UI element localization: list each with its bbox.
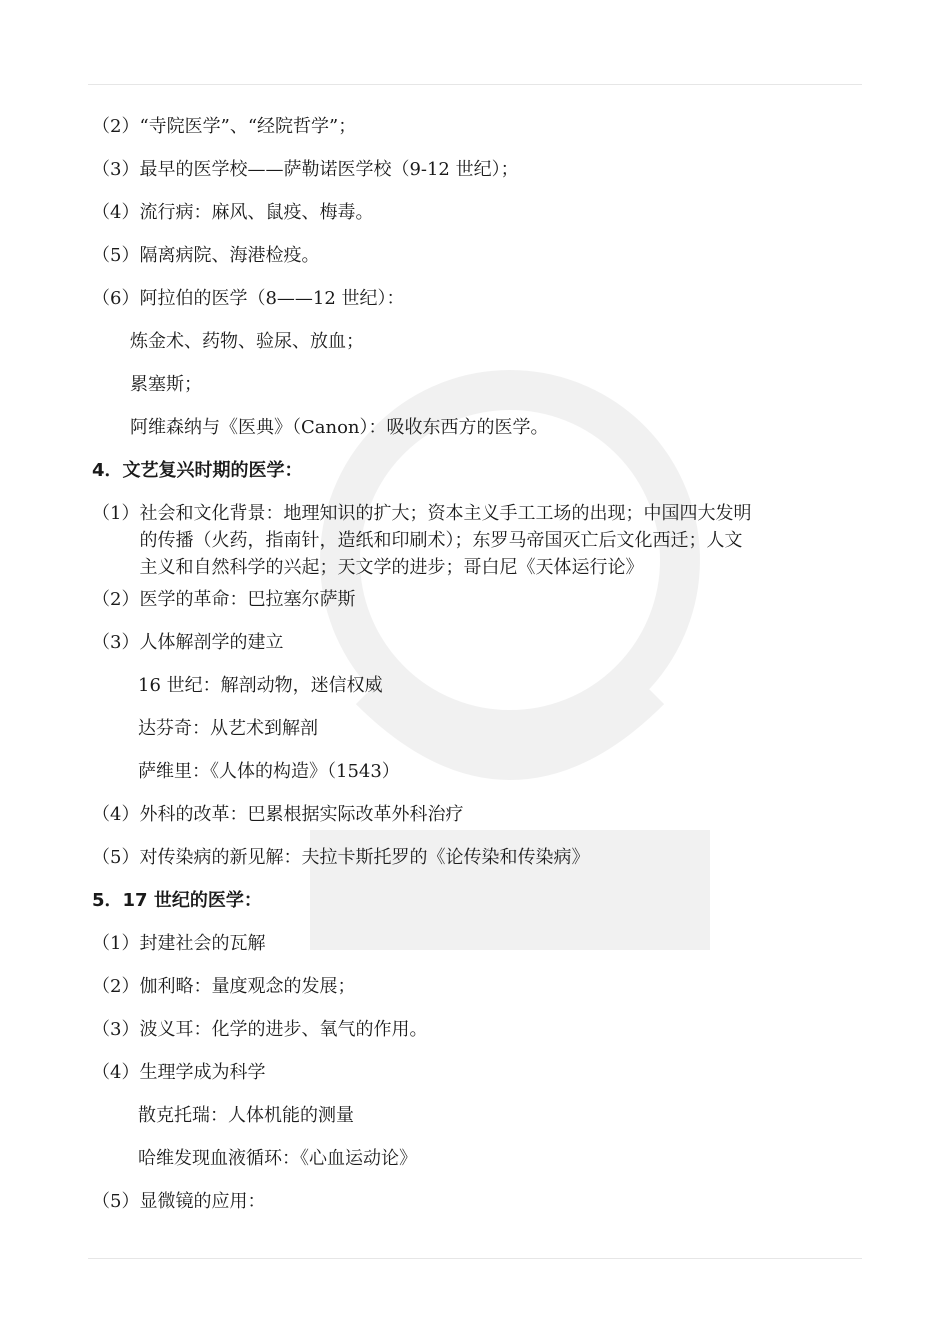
- list-item: （5）隔离病院、海港检疫。: [92, 245, 320, 266]
- list-item: （4）生理学成为科学: [92, 1062, 266, 1083]
- sub-item: 萨维里：《人体的构造》（1543）: [138, 761, 400, 782]
- list-item: （2）伽利略：量度观念的发展；: [92, 976, 356, 997]
- sub-item: 16 世纪：解剖动物，迷信权威: [138, 675, 383, 696]
- sub-item: 累塞斯；: [130, 374, 202, 395]
- list-item: （4）外科的改革：巴累根据实际改革外科治疗: [92, 804, 464, 825]
- list-item: （5）对传染病的新见解：夫拉卡斯托罗的《论传染和传染病》: [92, 847, 590, 868]
- sub-item: 达芬奇：从艺术到解剖: [138, 718, 318, 739]
- list-item: （2）医学的革命：巴拉塞尔萨斯: [92, 589, 356, 610]
- list-item: （4）流行病：麻风、鼠疫、梅毒。: [92, 202, 374, 223]
- sub-item: 阿维森纳与《医典》（Canon）：吸收东西方的医学。: [130, 417, 549, 438]
- header-rule: [88, 84, 862, 85]
- section-heading: 5．17 世纪的医学：: [92, 890, 262, 911]
- sub-item: 散克托瑞：人体机能的测量: [138, 1105, 354, 1126]
- document-body: [92, 113, 852, 1231]
- list-item: （2）“寺院医学”、“经院哲学”；: [92, 116, 357, 137]
- item-text-line: 主义和自然科学的兴起；天文学的进步；哥白尼《天体运行论》: [139, 557, 644, 578]
- footer-rule: [88, 1258, 862, 1259]
- list-item: （5）显微镜的应用：: [92, 1191, 266, 1212]
- item-text-line: 社会和文化背景：地理知识的扩大；资本主义手工工场的出现；中国四大发明: [139, 503, 752, 524]
- list-item: （3）人体解剖学的建立: [92, 632, 284, 653]
- list-item: （1）封建社会的瓦解: [92, 933, 266, 954]
- list-item: （3）波义耳：化学的进步、氧气的作用。: [92, 1019, 428, 1040]
- sub-item: 炼金术、药物、验尿、放血；: [130, 331, 364, 352]
- list-item-multiline: [92, 500, 852, 586]
- item-text-line: 的传播（火药，指南针，造纸和印刷术）；东罗马帝国灭亡后文化西迁；人文: [139, 530, 743, 551]
- list-item: （3）最早的医学校——萨勒诺医学校（9-12 世纪）；: [92, 159, 519, 180]
- item-number: （1）: [92, 503, 140, 524]
- sub-item: 哈维发现血液循环：《心血运动论》: [138, 1148, 417, 1169]
- section-heading: 4．文艺复兴时期的医学：: [92, 460, 303, 481]
- list-item: （6）阿拉伯的医学（8——12 世纪）：: [92, 288, 405, 309]
